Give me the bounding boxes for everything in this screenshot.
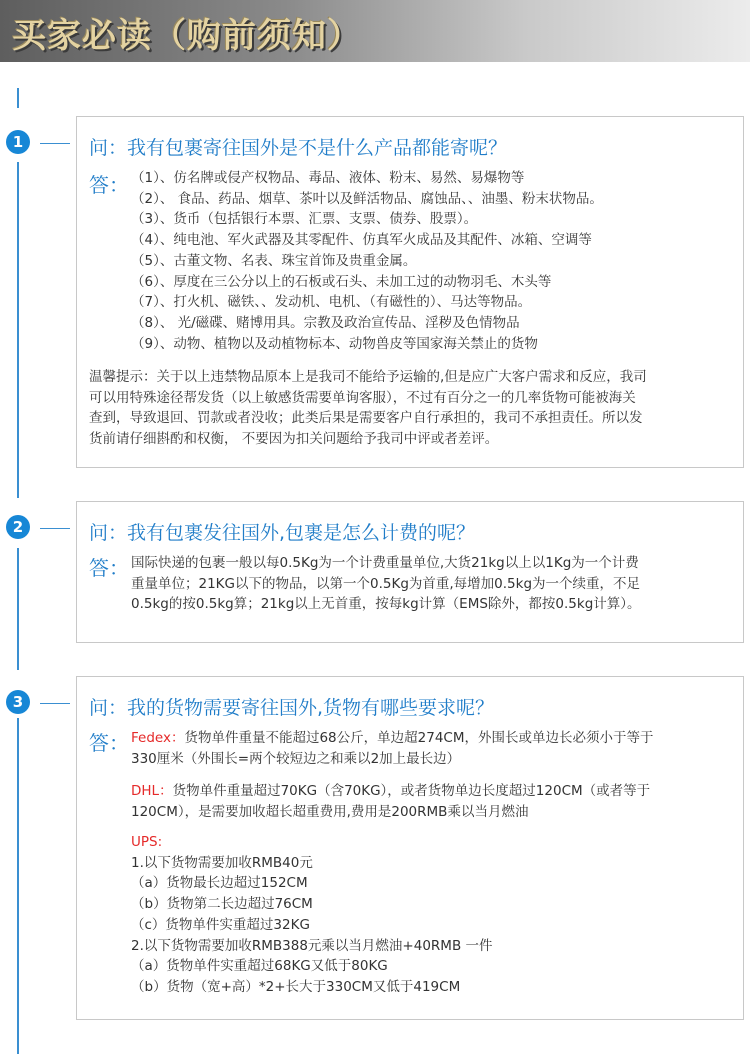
timeline-line bbox=[17, 162, 19, 498]
ups-line: 2.以下货物需要加收RMB388元乘以当月燃油+40RMB 一件 bbox=[131, 937, 493, 954]
timeline-line bbox=[17, 548, 19, 670]
section-number-badge: 2 bbox=[6, 515, 30, 539]
tip-line: 货前请仔细斟酌和权衡， 不要因为扣关问题给予我司中评或者差评。 bbox=[89, 431, 499, 448]
billing-answer bbox=[131, 553, 641, 615]
list-item: （2）、 食品、药品、烟草、茶叶以及鲜活物品、腐蚀品、、油墨、粉末状物品。 bbox=[131, 190, 603, 207]
section-number-badge: 1 bbox=[6, 130, 30, 154]
tip-line: 可以用特殊途径帮发货（以上敏感货需要单询客服），不过有百分之一的几率货物可能被海关 bbox=[89, 389, 636, 406]
ups-line: （c）货物单件实重超过32KG bbox=[131, 916, 310, 933]
header-banner bbox=[0, 0, 750, 62]
fedex-line: 330厘米（外围长=两个较短边之和乘以2加上最长边） bbox=[131, 750, 461, 767]
ups-requirements bbox=[131, 832, 493, 998]
ups-label: UPS: bbox=[131, 834, 163, 850]
faq-box-shipping-requirements bbox=[76, 676, 744, 1020]
list-item: （8）、 光/磁碟、赌博用具。宗教及政治宣传品、淫秽及色情物品 bbox=[131, 314, 520, 331]
page-title: 买家必读（购前须知） bbox=[12, 16, 362, 56]
list-item: （9）、动物、植物以及动植物标本、动物兽皮等国家海关禁止的货物 bbox=[131, 335, 538, 352]
answer-line: 国际快递的包裹一般以每0.5Kg为一个计费重量单位,大货21kg以上以1Kg为一个计费 bbox=[131, 555, 639, 571]
list-item: （7）、打火机、磁铁、、发动机、电机、（有磁性的）、马达等物品。 bbox=[131, 294, 532, 311]
connector-line bbox=[40, 143, 70, 144]
faq-box-prohibited-items bbox=[76, 116, 744, 468]
timeline-line bbox=[17, 88, 19, 108]
timeline-line bbox=[17, 718, 19, 1054]
answer-line: 0.5kg的按0.5kg算；21kg以上无首重，按每kg计算（EMS除外，都按0.5kg计算）。 bbox=[131, 596, 641, 613]
tip-line: 温馨提示：关于以上违禁物品原本上是我司不能给予运输的,但是应广大客户需求和反应，我司 bbox=[89, 369, 647, 385]
ups-line: （b）货物（宽+高）*2+长大于330CM又低于419CM bbox=[131, 978, 461, 995]
dhl-line: 120CM），是需要加收超长超重费用,费用是200RMB乘以当月燃油 bbox=[131, 803, 529, 820]
section-number-badge: 3 bbox=[6, 690, 30, 714]
list-item: （1）、仿名牌或侵产权物品、毒品、液体、粉末、易然、易爆物等 bbox=[131, 170, 525, 186]
dhl-label: DHL： bbox=[131, 783, 173, 799]
answer-line: 重量单位；21KG以下的物品，以第一个0.5Kg为首重,每增加0.5kg为一个续重，不足 bbox=[131, 575, 641, 592]
list-item: （6）、厚度在三公分以上的石板或石头、未加工过的动物羽毛、木头等 bbox=[131, 273, 552, 290]
question-text: 问：我有包裹发往国外,包裹是怎么计费的呢？ bbox=[89, 522, 476, 544]
ups-line: 1.以下货物需要加收RMB40元 bbox=[131, 854, 313, 871]
warm-tip bbox=[89, 367, 725, 450]
answer-label: 答： bbox=[89, 731, 129, 755]
answer-label: 答： bbox=[89, 556, 129, 580]
dhl-requirements bbox=[131, 781, 650, 822]
fedex-line: Fedex：货物单件重量不能超过68公斤，单边超274CM，外围长或单边长必须小于等于 bbox=[131, 730, 654, 746]
faq-box-billing bbox=[76, 501, 744, 643]
list-item: （4）、纯电池、军火武器及其零配件、仿真军火成品及其配件、冰箱、空调等 bbox=[131, 232, 592, 249]
list-item: （5）、古董文物、名表、珠宝首饰及贵重金属。 bbox=[131, 252, 417, 269]
connector-line bbox=[40, 528, 70, 529]
ups-line: （b）货物第二长边超过76CM bbox=[131, 896, 313, 913]
fedex-label: Fedex： bbox=[131, 730, 185, 746]
dhl-line: DHL：货物单件重量超过70KG（含70KG），或者货物单边长度超过120CM（或者等于 bbox=[131, 783, 651, 799]
question-text: 问：我有包裹寄往国外是不是什么产品都能寄呢？ bbox=[89, 137, 508, 159]
list-item: （3）、货币（包括银行本票、汇票、支票、债券、股票）。 bbox=[131, 211, 478, 228]
tip-line: 查到，导致退回、罚款或者没收；此类后果是需要客户自行承担的，我司不承担责任。所以发 bbox=[89, 410, 643, 427]
prohibited-items-list bbox=[131, 168, 603, 354]
ups-line: （a）货物单件实重超过68KG又低于80KG bbox=[131, 958, 388, 975]
question-text: 问：我的货物需要寄往国外,货物有哪些要求呢？ bbox=[89, 697, 495, 719]
connector-line bbox=[40, 703, 70, 704]
fedex-requirements bbox=[131, 728, 654, 769]
answer-label: 答： bbox=[89, 173, 129, 197]
ups-line: （a）货物最长边超过152CM bbox=[131, 875, 308, 892]
